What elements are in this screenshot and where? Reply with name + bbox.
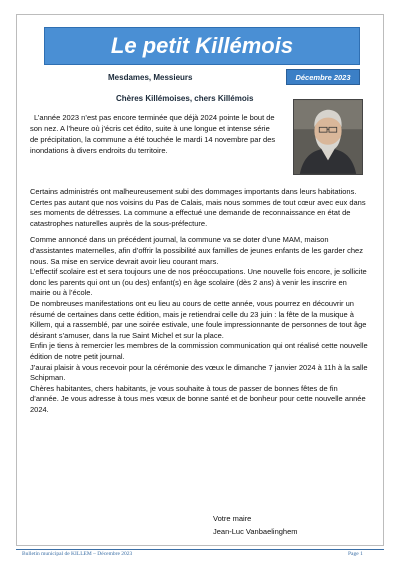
- signature-title: Votre maire: [213, 514, 252, 523]
- salutation: Mesdames, Messieurs: [108, 73, 193, 82]
- date-badge: Décembre 2023: [286, 69, 360, 85]
- title-banner: [44, 27, 360, 65]
- footer-divider: [16, 549, 384, 550]
- page-title: Le petit Killémois: [110, 33, 294, 58]
- signature: [213, 512, 298, 538]
- greeting: Chères Killémoises, chers Killémois: [116, 94, 254, 103]
- paragraph-wishes: Chères habitantes, chers habitants, je vous souhaite à tous de passer de bonnes fêtes de fin d’année. Je vous adresse à tous mes vœux de bonne santé et de bonheur pour cette nouvelle année 2024.: [30, 383, 366, 414]
- signature-name: Jean-Luc Vanbaelinghem: [213, 527, 298, 536]
- intro-text: L’année 2023 n’est pas encore terminée que déjà 2024 pointe le bout de son nez. A l’heure où j’écris cet édito, suite à une longue et intense série de précipitation, la commune a été touchée le mardi 14 novembre par des inondations à divers endroits du territoire.: [30, 113, 276, 155]
- intro-paragraph: [30, 112, 280, 156]
- editorial-body: [30, 187, 368, 415]
- paragraph-mam: Comme annoncé dans un précédent journal, la commune va se doter d’une MAM, maison d’assistantes maternelles, afin d’offrir la possibilité aux familles de jeunes enfants de les garder chez nous. Sa mise en service devrait avoir lieu courant mars.: [30, 235, 363, 266]
- mayor-photo: [293, 99, 363, 175]
- footer-page-number: Page 1: [348, 551, 363, 557]
- paragraph-ceremony: J’aurai plaisir à vous recevoir pour la cérémonie des vœux le dimanche 7 janvier 2024 à 11h à la salle Schipman.: [30, 362, 368, 383]
- portrait-image: [294, 100, 362, 174]
- paragraph-damage: Certains administrés ont malheureusement subi des dommages importants dans leurs habitations. Certes pas autant que nos voisins du Pas de Calais, mais nous sommes de tout cœur avec eux dans ses moments de détresses. La commune a effectué une demande de reconnaissance en état de catastrophes naturelles auprès de la sous-préfecture.: [30, 187, 366, 228]
- paragraph-thanks: Enfin je tiens à remercier les membres de la commission communication qui ont réalisé cette nouvelle édition de notre petit journal.: [30, 341, 368, 361]
- footer-bulletin: Bulletin municipal de KILLEM – Décembre 2023: [22, 551, 133, 557]
- paragraph-school: L’effectif scolaire est et sera toujours une de nos préoccupations. Une nouvelle fois encore, je sollicite donc les parents qui ont un (ou des) enfant(s) en âge scolaire (dès 2 ans) à venir les inscrire en mairie ou à l’école.: [30, 267, 367, 298]
- paragraph-events: De nombreuses manifestations ont eu lieu au cours de cette année, vous pourrez en découvrir un résumé de certaines dans cette édition, mais je retiendrai celle du 23 juin : la fête de la musique à Killem, qui a rassemblé, par une soirée estivale, une foule impressionnante de personnes de tout âge désirant s’amuser, dans la rue Saint Michel et sur la place.: [30, 298, 367, 340]
